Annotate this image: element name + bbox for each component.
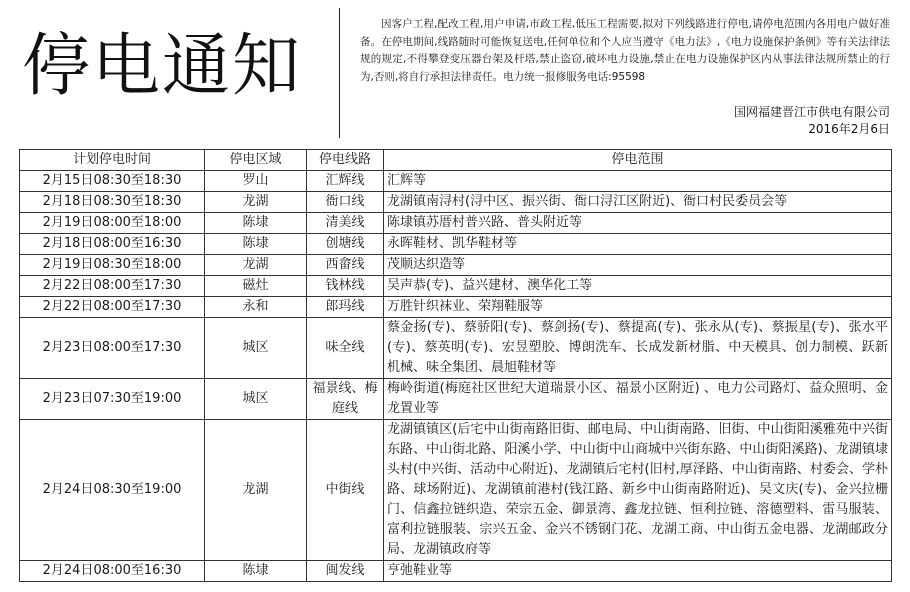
table-row — [20, 420, 892, 561]
cell-line: 闽发线 — [307, 561, 384, 582]
header-scope: 停电范围 — [384, 150, 892, 171]
table-row — [20, 379, 892, 420]
cell-scope: 汇辉等 — [384, 171, 892, 192]
cell-area: 龙湖 — [205, 420, 307, 561]
cell-scope: 万胜针织袜业、荣翔鞋服等 — [384, 297, 892, 318]
cell-scope: 吴声恭(专)、益兴建材、澳华化工等 — [384, 276, 892, 297]
cell-line: 汇辉线 — [307, 171, 384, 192]
cell-time: 2月18日08:00至16:30 — [20, 234, 205, 255]
cell-scope: 永晖鞋材、凯华鞋材等 — [384, 234, 892, 255]
cell-time: 2月15日08:30至18:30 — [20, 171, 205, 192]
cell-time: 2月22日08:00至17:30 — [20, 297, 205, 318]
cell-scope: 亨弛鞋业等 — [384, 561, 892, 582]
cell-scope: 梅岭街道(梅庭社区世纪大道瑞景小区、福景小区附近) 、电力公司路灯、益众照明、金龙置业等 — [384, 379, 892, 420]
header-time: 计划停电时间 — [20, 150, 205, 171]
cell-area: 城区 — [205, 318, 307, 379]
cell-area: 龙湖 — [205, 255, 307, 276]
cell-line: 味全线 — [307, 318, 384, 379]
table-row — [20, 234, 892, 255]
table-row — [20, 561, 892, 582]
cell-line: 清美线 — [307, 213, 384, 234]
header-line: 停电线路 — [307, 150, 384, 171]
cell-line: 中街线 — [307, 420, 384, 561]
notice-intro: 因客户工程,配改工程,用户申请,市政工程,低压工程需要,拟对下列线路进行停电,请停电范围内各用电户做好准备。在停电期间,线路随时可能恢复送电,任何单位和个人应当遵守《电力法》,《电力设施保护条例》等有关法律法规的规定,不得攀登变压器台架及杆塔,禁止盗窃,破坏电力设施,禁止在电力设施保护区内从事法律法规所禁止的行为,否则,将自行承担法律责任。电力统一报修服务电话:95598 — [360, 18, 890, 83]
cell-line: 郎玛线 — [307, 297, 384, 318]
cell-line: 钱林线 — [307, 276, 384, 297]
table-row — [20, 255, 892, 276]
table-header-row — [20, 150, 892, 171]
notice-header — [0, 0, 910, 146]
cell-scope: 龙湖镇南浔村(浔中区、振兴街、衙口浔江区附近)、衙口村民委员会等 — [384, 192, 892, 213]
table-row — [20, 213, 892, 234]
header-area: 停电区域 — [205, 150, 307, 171]
notice-title: 停电通知 — [22, 27, 303, 106]
cell-line: 创塘线 — [307, 234, 384, 255]
cell-line: 西畲线 — [307, 255, 384, 276]
table-row — [20, 171, 892, 192]
table-row — [20, 318, 892, 379]
cell-scope: 蔡金扬(专)、蔡骄阳(专)、蔡剑扬(专)、蔡提高(专)、张永从(专)、蔡振星(专)、张水平(专)、蔡英明(专)、宏昱塑胶、博朗洗车、长成发新材脂、中天模具、创力制模、跃新机械、味全集团、晨旭鞋材等 — [384, 318, 892, 379]
cell-area: 永和 — [205, 297, 307, 318]
table-row — [20, 297, 892, 318]
cell-area: 陈埭 — [205, 561, 307, 582]
cell-scope: 茂顺达织造等 — [384, 255, 892, 276]
cell-time: 2月23日07:30至19:00 — [20, 379, 205, 420]
table-row — [20, 276, 892, 297]
cell-area: 罗山 — [205, 171, 307, 192]
cell-time: 2月22日08:00至17:30 — [20, 276, 205, 297]
cell-time: 2月24日08:30至19:00 — [20, 420, 205, 561]
cell-time: 2月18日08:30至18:30 — [20, 192, 205, 213]
cell-line: 衙口线 — [307, 192, 384, 213]
issuer-block — [734, 104, 890, 138]
cell-area: 陈埭 — [205, 234, 307, 255]
cell-time: 2月24日08:00至16:30 — [20, 561, 205, 582]
cell-scope: 陈埭镇苏厝村普兴路、普头附近等 — [384, 213, 892, 234]
cell-area: 城区 — [205, 379, 307, 420]
issue-date: 2016年2月6日 — [808, 122, 890, 136]
cell-time: 2月19日08:00至18:00 — [20, 213, 205, 234]
header-divider — [339, 8, 340, 138]
cell-area: 龙湖 — [205, 192, 307, 213]
cell-area: 陈埭 — [205, 213, 307, 234]
cell-area: 磁灶 — [205, 276, 307, 297]
table-row — [20, 192, 892, 213]
issuer-name: 国网福建晋江市供电有限公司 — [733, 105, 890, 119]
cell-line: 福景线、梅庭线 — [307, 379, 384, 420]
outage-table — [19, 149, 892, 582]
cell-time: 2月19日08:30至18:00 — [20, 255, 205, 276]
cell-scope: 龙湖镇镇区(后宅中山街南路旧街、邮电局、中山街南路、旧街、中山街阳溪雅苑中兴街东路、中山街北路、阳溪小学、中山街中山商城中兴街东路、中山街阳溪路)、龙湖镇埭头村(中兴街、活动中心附近)、龙湖镇后宅村(旧村,厚泽路、中山街南路、村委会、学朴路、球场附近)、龙湖镇前港村(钱江路、新乡中山街南路附近)、吴文庆(专)、金兴拉栅门、信鑫拉链织造、荣宗五金、御景湾、鑫龙拉链、恒利拉链、溶德塑料、雷马服装、富利拉链服装、宗兴五金、金兴不锈钢门花、龙湖工商、中山街五金电器、龙湖邮政分局、龙湖镇政府等 — [384, 420, 892, 561]
cell-time: 2月23日08:00至17:30 — [20, 318, 205, 379]
